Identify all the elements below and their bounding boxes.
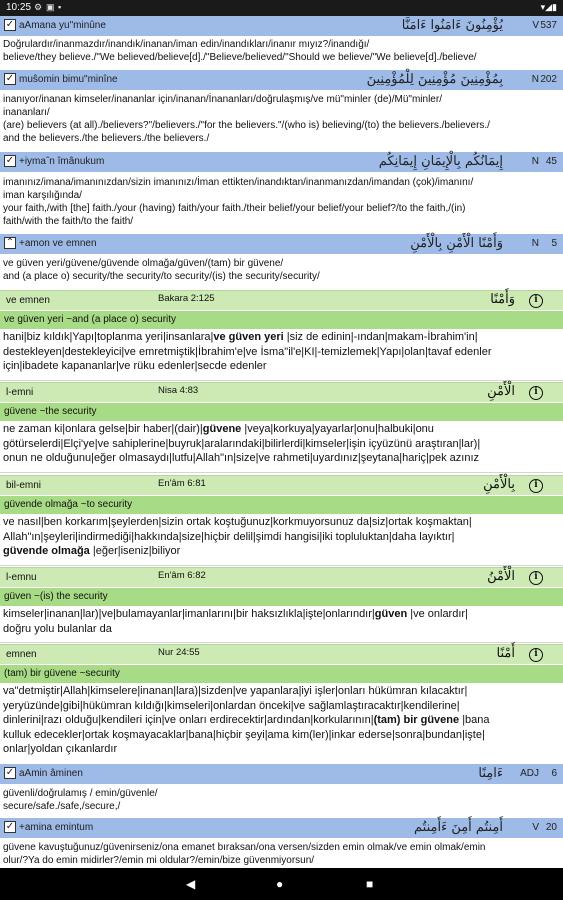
highlighted-word: (tam) bir güvene [373, 714, 460, 726]
entry-header[interactable] [0, 764, 563, 784]
verse-text [3, 330, 560, 374]
entry-meanings [3, 93, 560, 145]
verse-meaning: güvene ~the security [4, 406, 97, 417]
entry-header[interactable] [0, 70, 563, 90]
back-icon[interactable]: ◀ [186, 877, 196, 891]
meaning-line: faith/with the faith/to the faith/ [3, 216, 134, 227]
entry-meanings [3, 841, 560, 867]
verse-line: dinlerini|razı olduğu|kendileri için|ve onları erdirecektir|ardından|korkularının| [3, 714, 374, 726]
meaning-line: secure/safe./safe,/secure,/ [3, 801, 121, 812]
verse-arabic: وَأَمْنًا [490, 292, 515, 307]
meaning-line: (are) believers (at all)./believers?"/believers./"for the believers."/(who is) believing/(to) the believers./believers./ [3, 120, 490, 131]
meaning-line: inananları/ [3, 107, 50, 118]
expand-checkbox[interactable]: ✓ [5, 155, 15, 166]
verse-line: va"detmiştir|Allah|kimselere|inanan|lara)|sizden|ve yapanlara|iyi işler|onları hükümran kılacaktır| [3, 685, 468, 697]
verse-meaning-row [0, 496, 563, 514]
verse-line: için|ibadete kapananlar|ve rüku edenler|secde edenler [3, 360, 267, 372]
highlighted-word: güvende olmağa [3, 545, 90, 557]
entry-pos: ADJ [520, 768, 539, 779]
expand-checkbox[interactable]: ✓ [5, 767, 15, 778]
signal-battery-icons: ▾◢▮ [540, 2, 557, 12]
verse-line: ve nasıl|ben korkarım|şeylerden|sizin ortak koştuğunuz|korkmuyorsunuz da|siz|ortak koşmaktan| [3, 516, 472, 528]
expand-checkbox[interactable]: ✓ [5, 73, 15, 84]
verse-header[interactable] [0, 290, 563, 310]
verse-arabic: أَمْنًا [496, 646, 515, 661]
collapse-checkbox[interactable]: ⌃ [5, 237, 15, 248]
divider [0, 472, 563, 473]
verse-meaning-row [0, 588, 563, 606]
entry-arabic: إِيمَانُكُم بِالْإِيمَانِ إِيمَانِكُم [378, 154, 503, 169]
entry-count: 537 [540, 20, 557, 31]
entry-meanings [3, 257, 560, 283]
info-icon[interactable]: i [529, 294, 543, 308]
meaning-line: Doğrulardır/inanmazdır/inandık/inanan/iman edin/inandıkları/inanır mıyız?/inandığı/ [3, 39, 370, 50]
entry-arabic: بِمُؤْمِنِينَ مُؤْمِنِينَ لِلْمُؤْمِنِينَ [366, 72, 503, 87]
meaning-line: iman karşılığında/ [3, 190, 82, 201]
meaning-line: and (a place o) security/the security/to security/(is) the security/security/ [3, 271, 320, 282]
meaning-line: imanınız/imana/imanınızdan/sizin imanınızı/İman ettikten/inandıktan/inanmanızdan/imandan (çok)/imanını/ [3, 177, 474, 188]
verse-reference[interactable]: Nisa 4:83 [158, 385, 199, 396]
dictionary-list[interactable] [0, 16, 563, 868]
verse-line: onun ne olduğunu|eğer olmasaydı|lutfu|Allah"ın|size|ve rahmeti|uyardınız|şeytana|hariç|pek azınız [3, 452, 480, 464]
meaning-line: your faith,/with [the] faith./your (having) faith/your faith./their belief/your belief/your belief?/to the faith,/(in) [3, 203, 466, 214]
divider [0, 565, 563, 566]
verse-reference[interactable]: En'âm 6:81 [158, 478, 206, 489]
verse-line: |bana [459, 714, 490, 726]
highlighted-word: ve güven yeri [213, 331, 284, 343]
entry-transliteration: muŝomin bimu"minîne [19, 74, 118, 85]
verse-transliteration: bil-emni [6, 480, 42, 491]
verse-meaning-row [0, 403, 563, 421]
meaning-line: believe/they believe./"We believed/believe[d]./"Believe/believed/"Should we believe/"We believe[d]./believe/ [3, 52, 477, 63]
entry-count: 5 [551, 238, 557, 249]
meaning-line: ve güven yeri/güvene/güvende olmağa/güven/(tam) bir güvene/ [3, 258, 284, 269]
entry-arabic: وَأَمْنًا الْأَمْنِ بِالْأَمْنِ [410, 236, 503, 251]
verse-line: hani|biz kıldık|Yapı|toplanma yeri|insanlara| [3, 331, 214, 343]
entry-header[interactable] [0, 152, 563, 172]
settings-icon: ⚙ [34, 2, 43, 12]
entry-pos: V [532, 20, 539, 31]
entry-header[interactable] [0, 818, 563, 838]
entry-meanings [3, 38, 560, 64]
navigation-bar [0, 868, 563, 900]
expand-checkbox[interactable]: ✓ [5, 19, 15, 30]
entry-header[interactable] [0, 234, 563, 254]
info-icon[interactable]: i [529, 648, 543, 662]
verse-line: götürselerdi|Elçi'ye|ve sahiplerine|buyruk|aralarındaki|bilirlerdi|kimseler|işin içyüzünü araştıran|lar)| [3, 437, 481, 450]
sim-icon: ▪ [58, 2, 62, 12]
entry-transliteration: +amina emintum [19, 822, 94, 833]
verse-arabic: الْأَمْنِ [487, 384, 515, 399]
status-bar [0, 0, 563, 16]
verse-arabic: بِالْأَمْنِ [483, 477, 515, 492]
expand-checkbox[interactable]: ✓ [5, 821, 15, 832]
info-icon[interactable]: i [529, 479, 543, 493]
entry-transliteration: aAmana yu"minûne [19, 20, 106, 31]
entry-pos: N [531, 74, 539, 85]
verse-meaning: (tam) bir güvene ~security [4, 668, 120, 679]
meaning-line: olur/?Ya do emin midirler?/emin mi oldular?/emin/bize güvenmiyorsun/ [3, 855, 315, 866]
entry-pos: N [531, 156, 539, 167]
meaning-line: güvene kavuştuğunuz/güvenirseniz/ona emanet bıraksan/ona versen/sizden emin olmak/ve emin olmak/emin [3, 842, 486, 853]
meaning-line: and the believers./the believers./the believers./ [3, 133, 210, 144]
verse-meaning: ve güven yeri ~and (a place o) security [4, 314, 177, 325]
verse-line: |veya|korkuya|yayarlar|onu|halbuki|onu [241, 423, 434, 435]
entry-header[interactable] [0, 16, 563, 36]
meaning-line: inanıyor/inanan kimseler/inananlar için/inanan/İnananları/doğrulaşmış/ve mü"minler (de)/Mü"minler/ [3, 94, 442, 105]
notification-icon: ▣ [46, 2, 55, 12]
highlighted-word: güven [374, 608, 408, 620]
status-time: 10:25 [6, 2, 32, 13]
verse-line: doğru yolu bulanlar da [3, 622, 112, 635]
entry-transliteration: +amon ve emnen [19, 238, 97, 249]
verse-header[interactable] [0, 567, 563, 587]
verse-text [3, 684, 560, 757]
verse-line: kimseler|inanan|lar)|ve|bulamayanlar|imanlarını|bir haksızlıkla|işte|onlarındır| [3, 608, 375, 620]
verse-arabic: الْأَمْنُ [487, 569, 515, 584]
entry-transliteration: +iymaˆn îmânukum [19, 156, 105, 167]
verse-line: |eğer|iseniz|biliyor [89, 545, 181, 557]
home-icon[interactable]: ● [276, 877, 284, 891]
divider [0, 642, 563, 643]
entry-count: 20 [545, 822, 557, 833]
entry-arabic: ءَامِنًا [478, 766, 503, 781]
entry-arabic: يُؤْمِنُونَ ءَامَنُوا ءَامَنَّا [401, 18, 503, 33]
verse-line: yeryüzünde|gibi|hükümran kıldığı|kimseleri|onlardan önceki|ve sağlamlaştıracaktır|kendilerine| [3, 699, 460, 712]
verse-line: onlar|yoldan çıkanlardır [3, 743, 118, 755]
verse-transliteration: l-emnu [6, 572, 37, 583]
info-icon[interactable]: i [529, 571, 543, 585]
verse-text [3, 515, 560, 559]
verse-transliteration: ve emnen [6, 295, 50, 306]
verse-meaning-row [0, 311, 563, 329]
divider [0, 380, 563, 381]
entry-count: 202 [540, 74, 557, 85]
verse-line: |siz de edinin|-ından|makam-İbrahim'in| [283, 331, 478, 343]
entry-arabic: أَمِنتُم أَمِنَ ءَأَمِنتُم [414, 820, 503, 835]
verse-line: ne zaman ki|onlara gelse|bir haber|(dair)| [3, 423, 203, 435]
verse-meaning-row [0, 665, 563, 683]
verse-line: kulluk edecekler|ortak koşmayacaklar|bana|hiçbir şeyi|ama kim(ler)|inkar ederse|sonra|bundan|işte| [3, 728, 485, 741]
verse-meaning: güven ~(is) the security [4, 591, 108, 602]
verse-reference[interactable]: Nur 24:55 [158, 647, 200, 658]
entry-meanings [3, 176, 560, 228]
verse-reference[interactable]: En'âm 6:82 [158, 570, 206, 581]
verse-text [3, 422, 560, 466]
entry-count: 6 [551, 768, 557, 779]
verse-meaning: güvende olmağa ~to security [4, 499, 133, 510]
verse-text [3, 607, 560, 636]
verse-transliteration: emnen [6, 649, 37, 660]
entry-count: 45 [545, 156, 557, 167]
meaning-line: güvenli/doğrulamış / emin/güvenle/ [3, 788, 158, 799]
verse-line: destekleyen|destekleyici|ve emretmiştik|İbrahim'e|ve İsma"il'e|KI|-temizlemek|Yapı|olan|tavaf edenler [3, 345, 492, 358]
verse-line: Allah"ın|şeyleri|indirmediği|hakkında|size|hiçbir delil|şimdi hangisi|iki topluluktan|daha layıktır| [3, 530, 455, 543]
entry-pos: V [532, 822, 539, 833]
verse-header[interactable] [0, 382, 563, 402]
verse-reference[interactable]: Bakara 2:125 [158, 293, 215, 304]
verse-line: |ve onlardır| [407, 608, 468, 620]
verse-header[interactable] [0, 475, 563, 495]
verse-transliteration: l-emni [6, 387, 34, 398]
recents-icon[interactable]: ■ [366, 877, 374, 891]
entry-transliteration: aAmin âminen [19, 768, 83, 779]
entry-meanings [3, 787, 560, 813]
verse-header[interactable] [0, 644, 563, 664]
highlighted-word: güvene [202, 423, 242, 435]
info-icon[interactable]: i [529, 386, 543, 400]
entry-pos: N [531, 238, 539, 249]
